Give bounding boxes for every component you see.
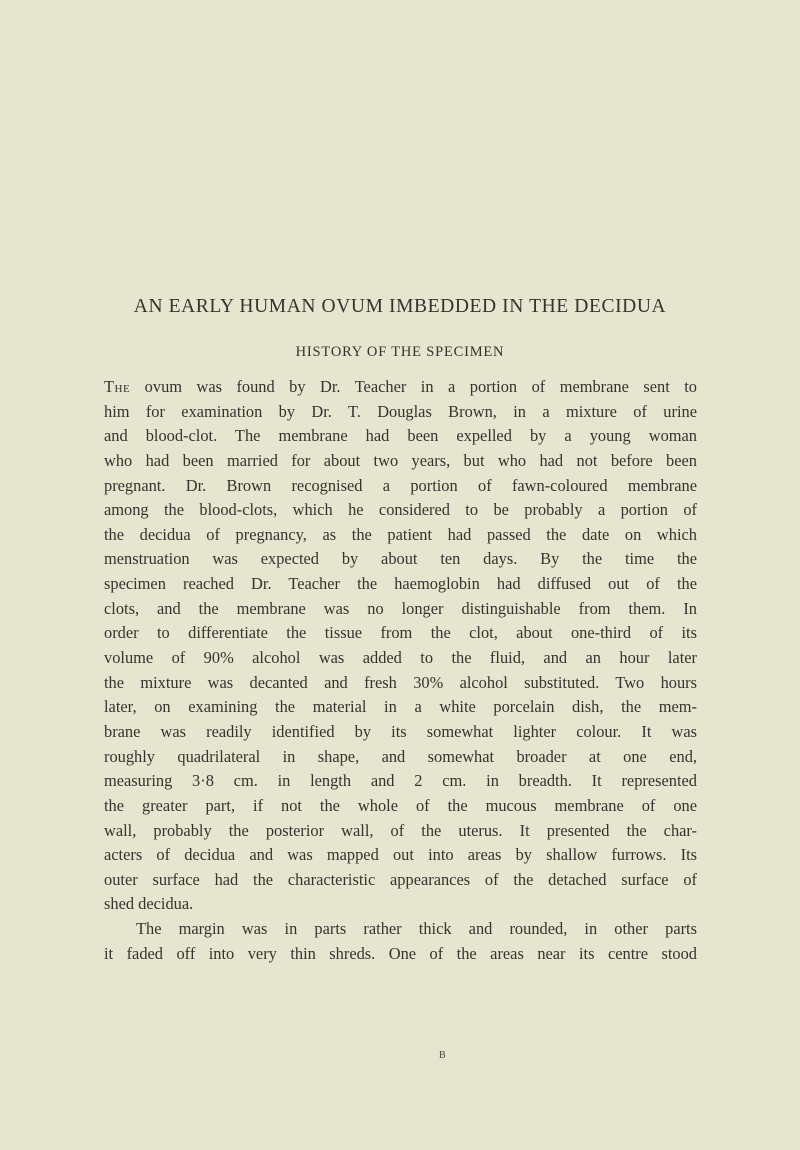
text-line: order to differentiate the tissue from the clot, about one-third of its [104, 623, 697, 643]
text-line: the mixture was decanted and fresh 30% alcohol substituted. Two hours [104, 672, 697, 692]
text-line: among the blood-clots, which he considered to be probably a portion of [104, 500, 697, 520]
text-line: who had been married for about two years, but who had not before been [104, 450, 697, 470]
text-line: brane was readily identified by its somewhat lighter colour. It was [104, 721, 697, 741]
text-line: roughly quadrilateral in shape, and somewhat broader at one end, [104, 746, 697, 766]
text-line: menstruation was expected by about ten days. By the time the [104, 549, 697, 569]
text-line: it faded off into very thin shreds. One of the areas near its centre stood [104, 943, 697, 963]
section-heading: HISTORY OF THE SPECIMEN [295, 344, 505, 360]
running-title: AN EARLY HUMAN OVUM IMBEDDED IN THE DECIDUA [133, 296, 667, 317]
text-line: later, on examining the material in a white porcelain dish, the mem- [104, 697, 697, 717]
text-line: wall, probably the posterior wall, of the uterus. It presented the char- [104, 820, 697, 840]
signature-mark: B [439, 1050, 446, 1061]
text-line: him for examination by Dr. T. Douglas Brown, in a mixture of urine [104, 401, 697, 421]
text-line: the decidua of pregnancy, as the patient had passed the date on which [104, 524, 697, 544]
text-line: The margin was in parts rather thick and rounded, in other parts [136, 919, 697, 939]
first-word: The [104, 377, 131, 396]
body-text [104, 375, 697, 966]
text-line: pregnant. Dr. Brown recognised a portion of fawn-coloured membrane [104, 475, 697, 495]
text-line: clots, and the membrane was no longer distinguishable from them. In [104, 598, 697, 618]
text-line: volume of 90% alcohol was added to the fluid, and an hour later [104, 648, 697, 668]
text-line: measuring 3·8 cm. in length and 2 cm. in breadth. It represented [104, 771, 697, 791]
text-line: acters of decidua and was mapped out into areas by shallow furrows. Its [104, 845, 697, 865]
text-line: outer surface had the characteristic appearances of the detached surface of [104, 869, 697, 889]
text-line: shed decidua. [104, 894, 194, 914]
text-line: and blood-clot. The membrane had been expelled by a young woman [104, 426, 697, 446]
text-line: the greater part, if not the whole of the mucous membrane of one [104, 795, 697, 815]
text-line: The ovum was found by Dr. Teacher in a portion of membrane sent to [104, 377, 697, 396]
text-line: specimen reached Dr. Teacher the haemoglobin had diffused out of the [104, 574, 697, 594]
